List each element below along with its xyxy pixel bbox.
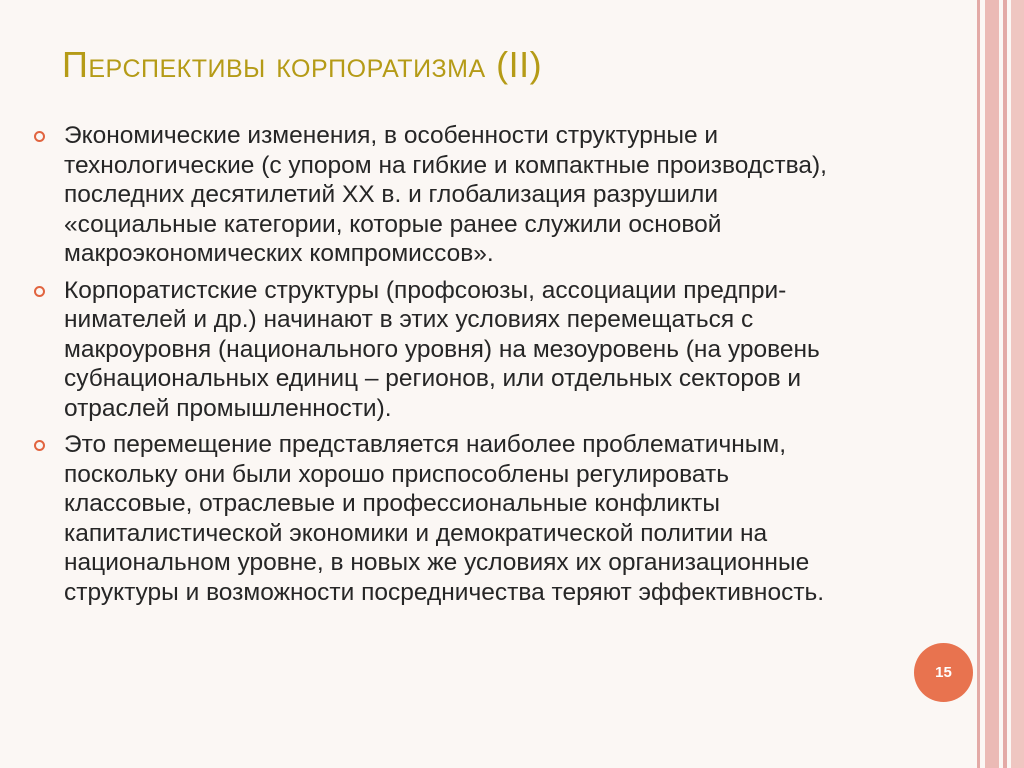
text-line: Экономические изменения, в особенности структурные и <box>64 122 719 149</box>
border-stripe <box>1003 0 1007 768</box>
text-line: классовые, отраслевые и профессиональные конфликты <box>64 490 720 517</box>
text-line: макроуровня (национального уровня) на мезоуровень (на уровень <box>64 335 820 363</box>
bullet-item <box>30 430 965 607</box>
ring-bullet-icon <box>34 131 45 142</box>
text-line: капиталистической экономики и демократической политии на <box>64 519 768 547</box>
bullet-item <box>30 121 965 269</box>
border-stripe <box>1011 0 1024 768</box>
text-line: технологические (с упором на гибкие и компактные производства), <box>64 151 827 179</box>
text-line: Корпоратистские структуры (профсоюзы, ассоциации предпри- <box>64 276 787 304</box>
text-line: Это перемещение представляется наиболее проблематичным, <box>64 431 787 458</box>
bullet-text <box>64 430 965 607</box>
text-line: субнациональных единиц – регионов, или отдельных секторов и <box>64 365 802 392</box>
bullet-item <box>30 276 965 424</box>
slide-title: Перспективы корпоратизма (II) <box>62 44 543 85</box>
border-stripe <box>985 0 999 768</box>
text-line: последних десятилетий XX в. и глобализация разрушили <box>64 181 719 208</box>
bullet-text <box>64 121 965 269</box>
ring-bullet-icon <box>34 286 45 297</box>
text-line: отраслей промышленности). <box>64 394 392 422</box>
ring-bullet-icon <box>34 440 45 451</box>
text-line: национальном уровне, в новых же условиях их организационные <box>64 549 810 576</box>
text-line: структуры и возможности посредничества теряют эффективность. <box>64 578 825 606</box>
border-stripe <box>977 0 980 768</box>
text-line: нимателей и др.) начинают в этих условиях перемещаться с <box>64 306 754 333</box>
page-number-badge: 15 <box>914 643 973 702</box>
text-line: макроэкономических компромиссов». <box>64 240 494 267</box>
bullet-text <box>64 276 965 424</box>
text-line: поскольку они были хорошо приспособлены регулировать <box>64 460 729 488</box>
bullet-list <box>30 121 965 614</box>
text-line: «социальные категории, которые ранее служили основой <box>64 210 722 238</box>
